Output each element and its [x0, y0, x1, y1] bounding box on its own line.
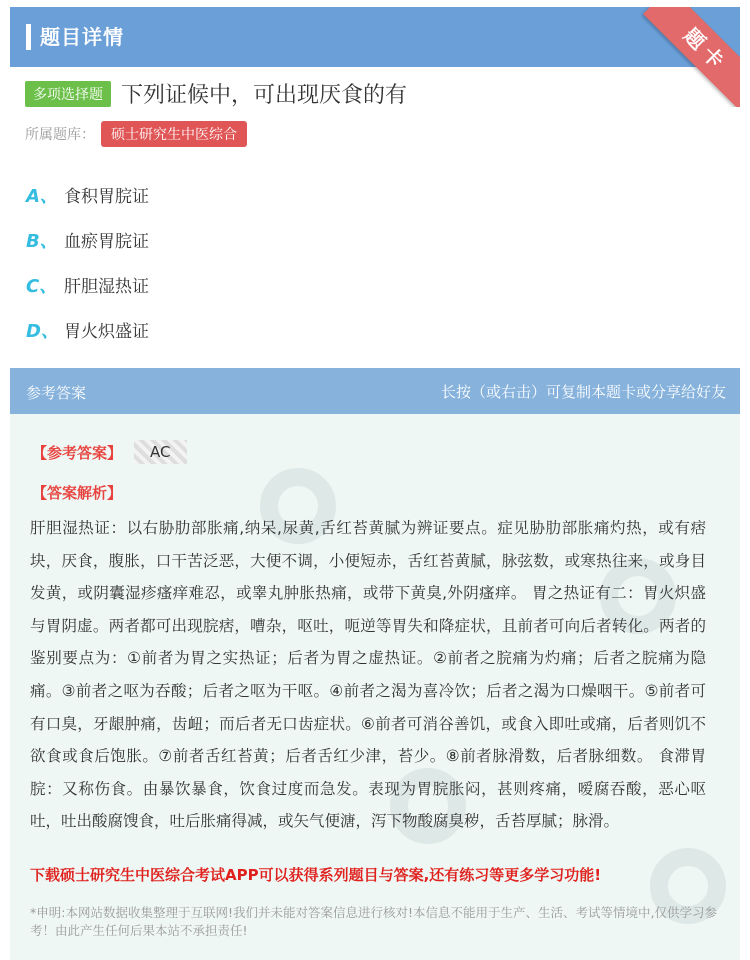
reference-answer-value: AC — [134, 440, 186, 464]
share-hint: 长按（或右击）可复制本题卡或分享给好友 — [440, 383, 726, 401]
page-title: 题目详情 — [40, 25, 124, 49]
option-text: 肝胆湿热证 — [64, 277, 149, 297]
reference-answer-label: 【参考答案】 — [32, 443, 123, 462]
option-c[interactable] — [26, 262, 149, 307]
option-text: 胃火炽盛证 — [64, 322, 149, 342]
analysis-text: 肝胆湿热证：以右胁肋部胀痛,纳呆,尿黄,舌红苔黄腻为辨证要点。症见胁肋部胀痛灼热，或有痞块，厌食，腹胀，口干苦泛恶，大便不调，小便短赤，舌红苔黄腻，脉弦数，或寒热往来，或身目发黄，或阴囊湿疹瘙痒难忍，或睾丸肿胀热痛，或带下黄臭,外阴瘙痒。 胃之热证有二：胃火炽盛与胃阴虚。两者都可出现脘痞，嘈杂，呕吐，呃逆等胃失和降症状，且前者可向后者转化。两者的鉴别要点为：①前者为胃之实热证；后者为胃之虚热证。②前者之脘痛为灼痛；后者之脘痛为隐痛。③前者之呕为吞酸；后者之呕为干呕。④前者之渴为喜冷饮；后者之渴为口燥咽干。⑤前者可有口臭，牙龈肿痛，齿衄；而后者无口齿症状。⑥前者可消谷善饥，或食入即吐或痛，后者则饥不欲食或食后饱胀。⑦前者舌红苔黄；后者舌红少津，苔少。⑧前者脉滑数，后者脉细数。 食滞胃脘：又称伤食。由暴饮暴食，饮食过度而急发。表现为胃脘胀闷，甚则疼痛，嗳腐吞酸，恶心呕吐，吐出酸腐馊食，吐后胀痛得减，或矢气便溏，泻下物酸腐臭秽，舌苔厚腻；脉滑。 — [30, 519, 706, 831]
option-text: 血瘀胃脘证 — [64, 232, 149, 252]
analysis-label: 【答案解析】 — [32, 484, 123, 502]
header-accent-bar — [26, 24, 31, 50]
option-letter: B、 — [26, 230, 58, 252]
options-list — [26, 172, 149, 352]
option-letter: C、 — [26, 275, 58, 297]
option-text: 食积胃脘证 — [64, 187, 149, 207]
option-letter: D、 — [26, 320, 59, 342]
option-b[interactable] — [26, 217, 149, 262]
corner-badge-label: 题卡 — [643, 7, 740, 107]
top-header — [10, 7, 740, 77]
question-bank-link[interactable]: 硕士研究生中医综合 — [101, 121, 247, 147]
app-download-promo[interactable]: 下载硕士研究生中医综合考试APP可以获得系列题目与答案,还有练习等更多学习功能! — [30, 866, 602, 884]
disclaimer: *申明:本网站数据收集整理于互联网!我们并未能对答案信息进行核对!本信息不能用于生产、生活、考试等情境中,仅供学习参考！由此产生任何后果本站不承担责任! — [30, 905, 717, 938]
option-a[interactable] — [26, 172, 149, 217]
option-letter: A、 — [26, 185, 58, 207]
answer-section — [10, 368, 740, 960]
corner-badge — [640, 7, 740, 107]
answer-header — [10, 368, 740, 414]
option-d[interactable] — [26, 307, 149, 352]
question-type-badge: 多项选择题 — [25, 81, 111, 107]
question-line — [25, 78, 407, 109]
question-text: 下列证候中，可出现厌食的有 — [121, 83, 408, 108]
answer-header-title: 参考答案 — [26, 384, 87, 402]
reference-answer-row — [32, 440, 187, 464]
question-bank-line — [25, 121, 247, 147]
question-bank-label: 所属题库： — [25, 127, 95, 143]
